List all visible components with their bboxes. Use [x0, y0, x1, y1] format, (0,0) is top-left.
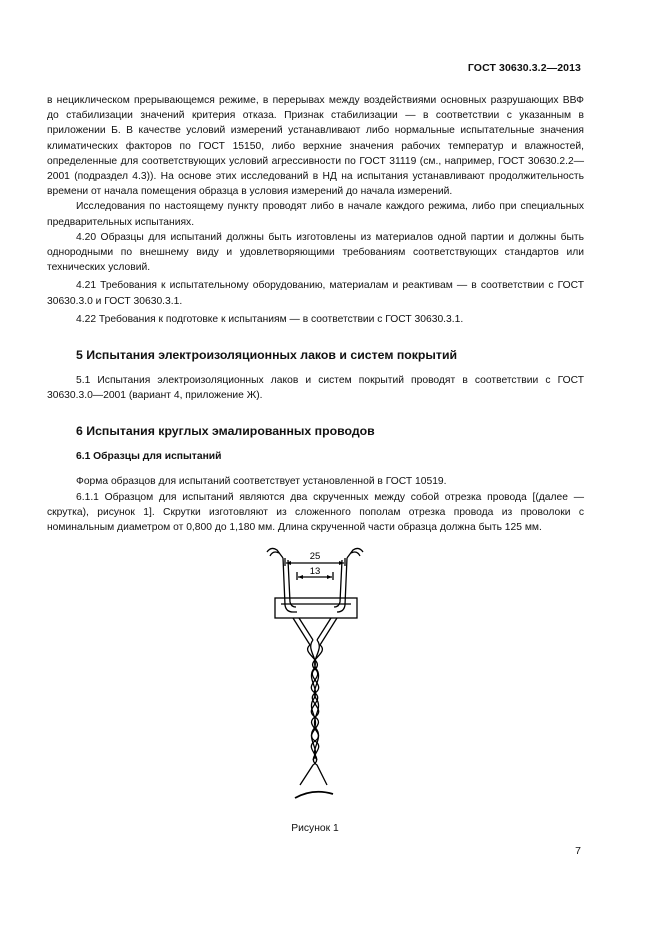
- paragraph-6-1-form: Форма образцов для испытаний соответствует установленной в ГОСТ 10519.: [76, 476, 447, 488]
- section-5-heading: 5 Испытания электроизоляционных лаков и систем покрытий: [76, 348, 458, 363]
- dimension-inner-label: 13: [309, 566, 321, 577]
- page-body: [47, 93, 584, 535]
- paragraph-4-21: 4.21 Требования к испытательному оборудованию, материалам и реактивам — в соответствии с ГОСТ 30630.3.0 и ГОСТ 30630.3.1.: [47, 280, 584, 307]
- paragraph-4-22: 4.22 Требования к подготовке к испытаниям — в соответствии с ГОСТ 30630.3.1.: [76, 313, 464, 325]
- page-number: 7: [575, 845, 581, 857]
- paragraph-research: Исследования по настоящему пункту проводят либо в начале каждого режима, либо при специальных предварительных испытаниях.: [47, 201, 584, 228]
- twisted-pair-drawing: [255, 540, 375, 810]
- figure-twisted-pair: [255, 540, 375, 810]
- subsection-6-1-heading: 6.1 Образцы для испытаний: [76, 451, 222, 463]
- paragraph-5-1: 5.1 Испытания электроизоляционных лаков и систем покрытий проводят в соответствии с ГОСТ 30630.3.0—2001 (вариант 4, приложение Ж).: [47, 375, 584, 402]
- section-6-heading: 6 Испытания круглых эмалированных проводов: [76, 424, 375, 439]
- document-code: ГОСТ 30630.3.2—2013: [467, 62, 581, 74]
- paragraph-6-1-1: 6.1.1 Образцом для испытаний являются два скрученных между собой отрезка провода [(далее — скрутка), рисунок 1]. Скрутки изготовляют из сложенного пополам отрезка провода из проволоки с номинальным диаметром от 0,800 до 1,180 мм. Длина скрученной части образца должна быть 125 мм.: [47, 491, 584, 534]
- dimension-outer-label: 25: [309, 551, 321, 562]
- paragraph-continued: в нециклическом прерывающемся режиме, в перерывах между воздействиями основных разрушающих ВВФ до стабилизации значений критерия отказа. Признак стабилизации — в соответствии с указанным в приложении Б. В качестве условий измерений устанавливают либо нормальные испытательные значения климатических факторов по ГОСТ 15150, либо верхние значения рабочих температур и влажностей, определенные для соответствующих условий агрессивности по ГОСТ 31119 (см., например, ГОСТ 30630.2.2—2001 (подраздел 4.3)). На основе этих исследований в НД на испытания устанавливают продолжительность времени от начала помещения образца в условия измерений до начала измерений.: [47, 95, 584, 198]
- figure-caption: Рисунок 1: [291, 823, 339, 834]
- twisted-section: [295, 640, 333, 798]
- paragraph-4-20: 4.20 Образцы для испытаний должны быть изготовлены из материалов одной партии и должны быть однородными по внешнему виду и удовлетворяющими требованиям соответствующих стандартов или технических условий.: [47, 231, 584, 274]
